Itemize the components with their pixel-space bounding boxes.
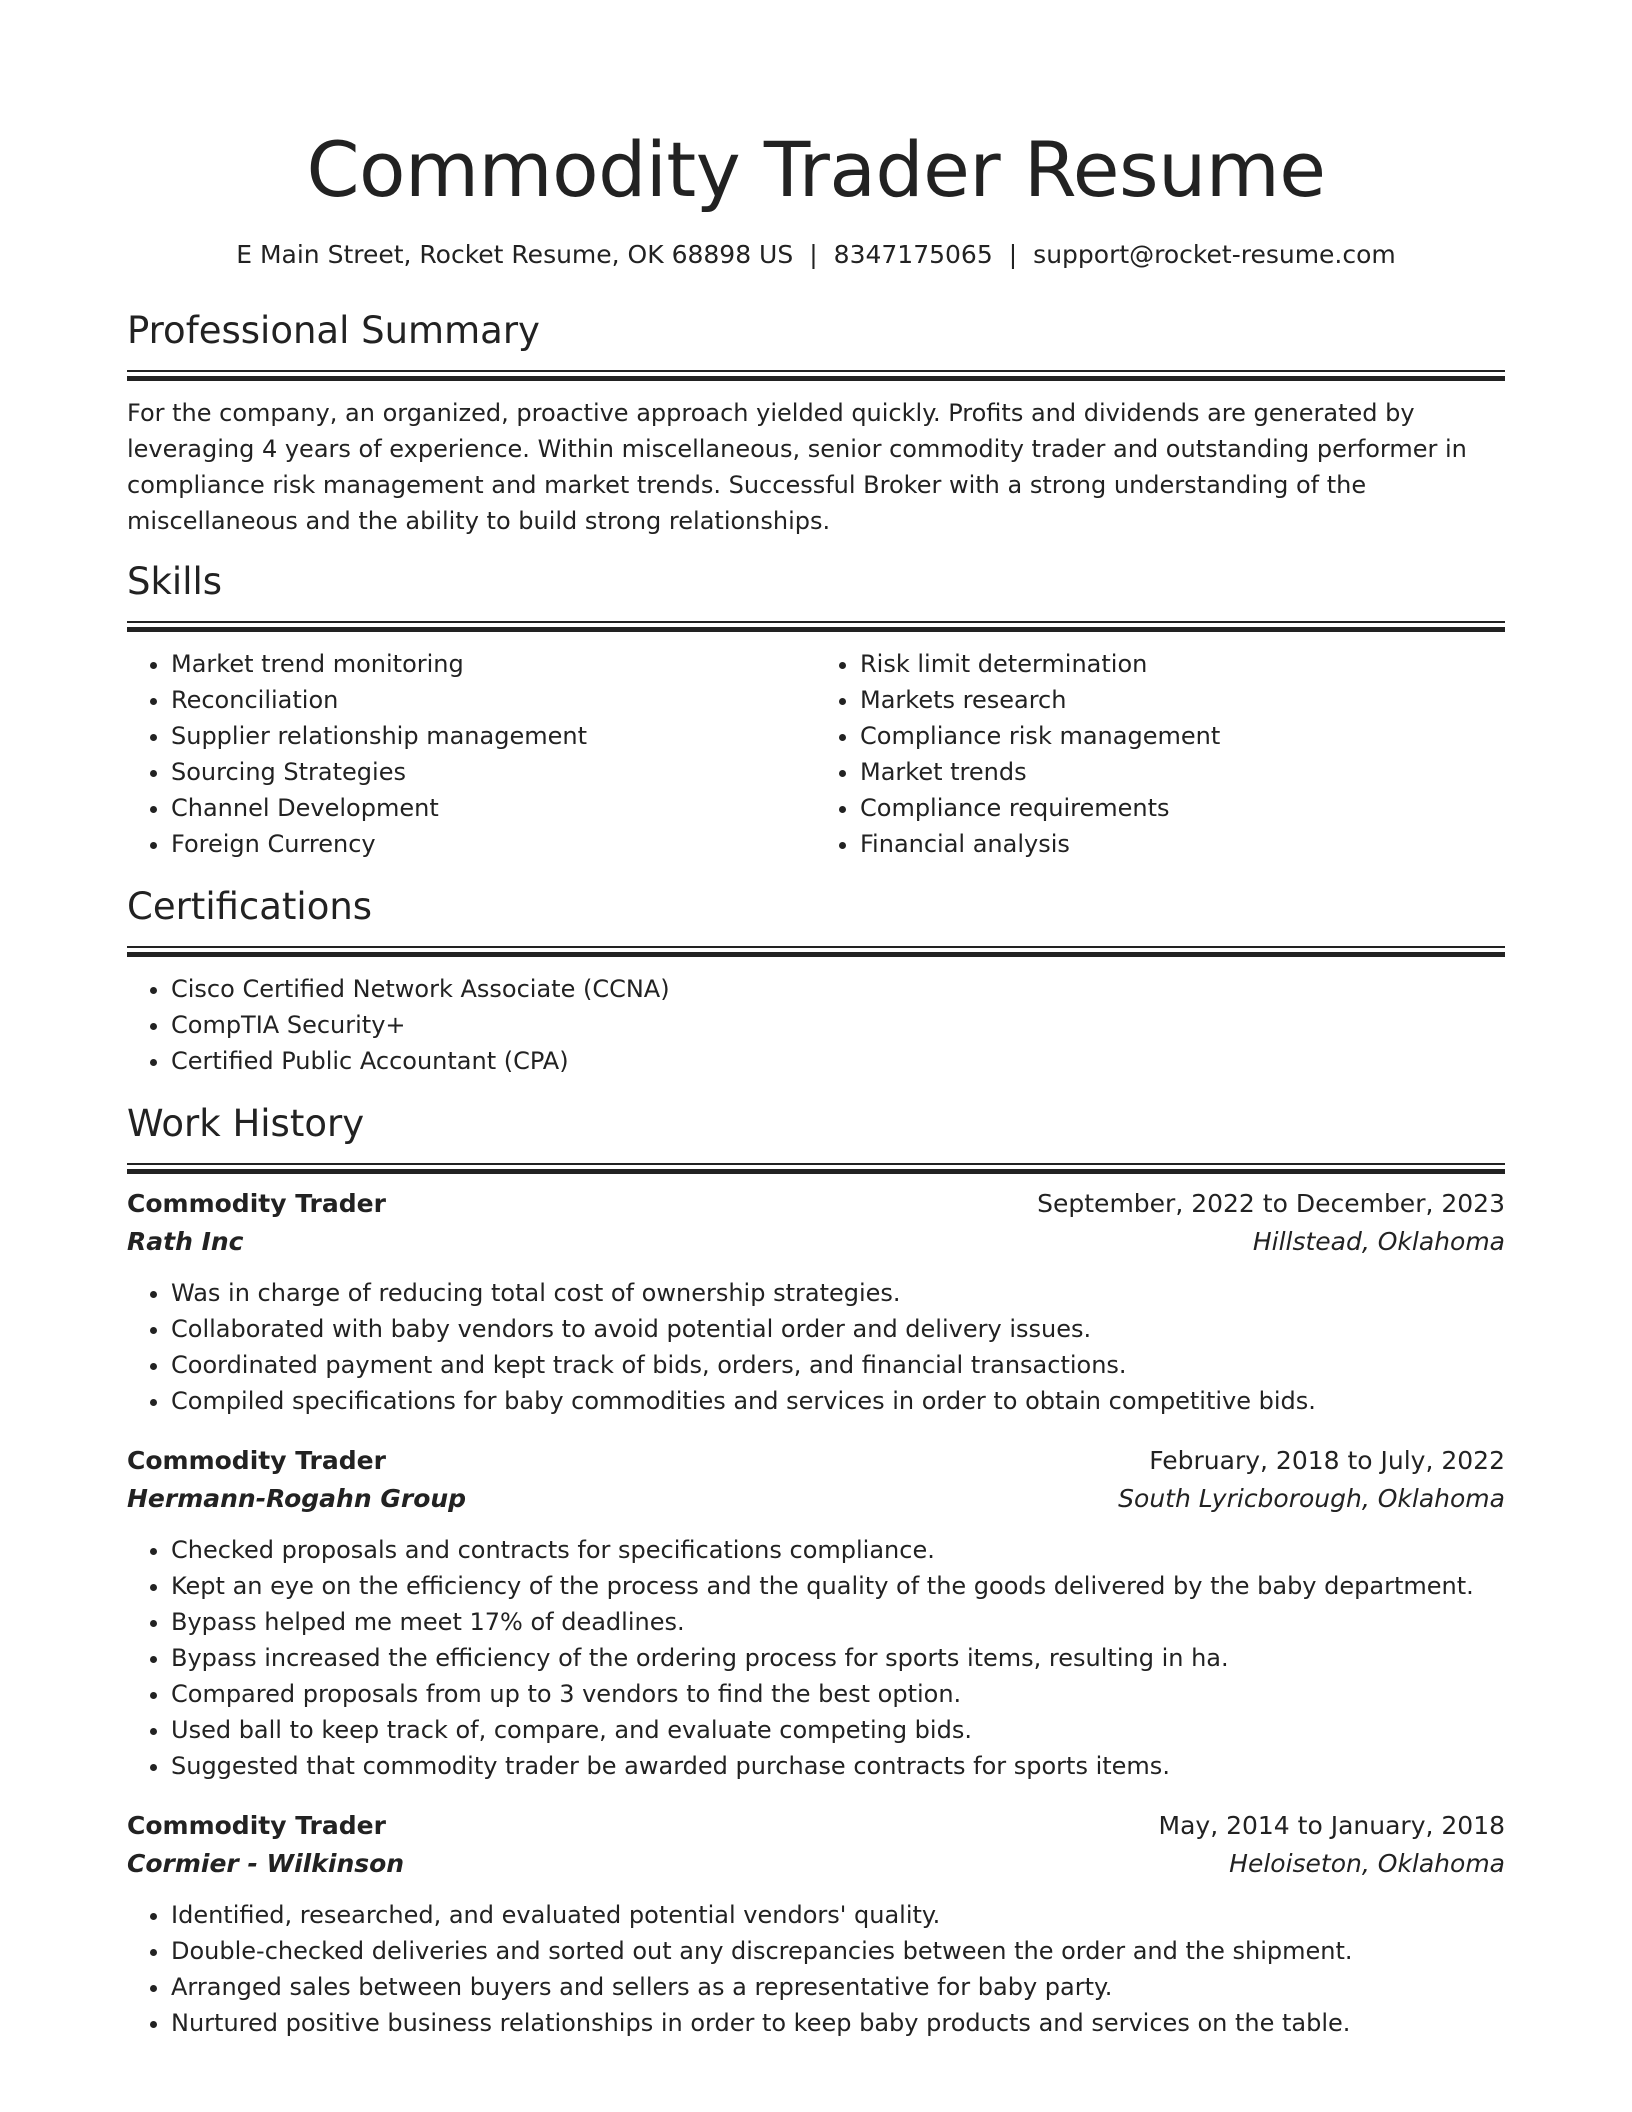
summary-text: For the company, an organized, proactive approach yielded quickly. Profits and dividends are generated by leveraging 4 years of experience. Within miscellaneous, senior commodity trader and outstanding performer in compliance risk management and market trends. Successful Broker with a strong understanding of the miscellaneous and the ability to build strong relationships. (127, 399, 1467, 535)
skills-list-right (816, 646, 1505, 862)
skill-item: • Market trends (860, 754, 1505, 790)
job-bullets (127, 1897, 1505, 2041)
job-bullet: • Nurtured positive business relationships in order to keep baby products and services on the table. (171, 2005, 1505, 2041)
job-company: Rath Inc (127, 1227, 244, 1256)
job-entry (127, 1185, 1505, 1419)
job-company: Cormier - Wilkinson (127, 1849, 405, 1878)
job-bullet: • Used ball to keep track of, compare, and evaluate competing bids. (171, 1712, 1505, 1748)
contact-line (127, 238, 1505, 272)
skill-item: • Foreign Currency (171, 826, 816, 862)
job-bullet: • Collaborated with baby vendors to avoid potential order and delivery issues. (171, 1311, 1505, 1347)
job-bullet: • Identified, researched, and evaluated potential vendors' quality. (171, 1897, 1505, 1933)
certifications-heading: Certifications (127, 885, 373, 928)
resume-title: Commodity Trader Resume (306, 125, 1326, 214)
job-title: Commodity Trader (127, 1811, 386, 1840)
contact-separator: | (1008, 240, 1018, 269)
job-header-row (127, 1807, 1505, 1845)
job-bullet: • Was in charge of reducing total cost of ownership strategies. (171, 1275, 1505, 1311)
job-subheader-row (127, 1480, 1505, 1518)
contact-address: E Main Street, Rocket Resume, OK 68898 US (236, 240, 794, 269)
contact-separator: | (809, 240, 818, 269)
skill-item: • Channel Development (171, 790, 816, 826)
skills-section (127, 557, 1505, 862)
job-bullet: • Coordinated payment and kept track of bids, orders, and financial transactions. (171, 1347, 1505, 1383)
skill-item: • Reconciliation (171, 682, 816, 718)
job-dates: February, 2018 to July, 2022 (1149, 1446, 1505, 1475)
job-bullet: • Compiled specifications for baby commodities and services in order to obtain competitive bids. (171, 1383, 1505, 1419)
job-bullet: • Compared proposals from up to 3 vendors to find the best option. (171, 1676, 1505, 1712)
certifications-list (127, 971, 1505, 1079)
skill-item: • Risk limit determination (860, 646, 1505, 682)
job-dates: September, 2022 to December, 2023 (1037, 1189, 1505, 1218)
job-entry (127, 1442, 1505, 1784)
section-divider (127, 621, 1505, 631)
summary-heading: Professional Summary (127, 309, 540, 352)
skill-item: • Markets research (860, 682, 1505, 718)
skill-item: • Sourcing Strategies (171, 754, 816, 790)
skills-heading: Skills (127, 560, 223, 603)
job-bullet: • Double-checked deliveries and sorted out any discrepancies between the order and the shipment. (171, 1933, 1505, 1969)
job-bullet: • Bypass helped me meet 17% of deadlines. (171, 1604, 1505, 1640)
skill-item: • Market trend monitoring (171, 646, 816, 682)
job-bullets (127, 1275, 1505, 1419)
skill-item: • Financial analysis (860, 826, 1505, 862)
contact-email[interactable]: support@rocket-resume.com (1033, 240, 1396, 269)
job-header-row (127, 1442, 1505, 1480)
job-bullet: • Suggested that commodity trader be awarded purchase contracts for sports items. (171, 1748, 1505, 1784)
certification-item: • CompTIA Security+ (171, 1007, 1505, 1043)
skills-grid (127, 646, 1505, 862)
job-location: Heloiseton, Oklahoma (1229, 1849, 1505, 1878)
job-entry (127, 1807, 1505, 2041)
job-dates: May, 2014 to January, 2018 (1158, 1811, 1505, 1840)
skill-item: • Supplier relationship management (171, 718, 816, 754)
job-company: Hermann-Rogahn Group (127, 1484, 467, 1513)
job-location: Hillstead, Oklahoma (1252, 1227, 1505, 1256)
certification-item: • Cisco Certified Network Associate (CCNA) (171, 971, 1505, 1007)
job-bullet: • Bypass increased the efficiency of the ordering process for sports items, resulting in ha. (171, 1640, 1505, 1676)
section-divider (127, 370, 1505, 380)
certifications-section (127, 882, 1505, 1079)
skills-list-left (127, 646, 816, 862)
skill-item: • Compliance requirements (860, 790, 1505, 826)
job-title: Commodity Trader (127, 1189, 386, 1218)
job-header-row (127, 1185, 1505, 1223)
job-subheader-row (127, 1845, 1505, 1883)
certification-item: • Certified Public Accountant (CPA) (171, 1043, 1505, 1079)
job-bullet: • Kept an eye on the efficiency of the process and the quality of the goods delivered by the baby department. (171, 1568, 1505, 1604)
summary-section (127, 306, 1505, 539)
job-location: South Lyricborough, Oklahoma (1118, 1484, 1505, 1513)
job-subheader-row (127, 1223, 1505, 1261)
job-bullets (127, 1532, 1505, 1784)
contact-phone: 8347175065 (833, 240, 993, 269)
work-history-section (127, 1099, 1505, 2041)
work-history-heading: Work History (127, 1102, 365, 1145)
job-bullet: • Checked proposals and contracts for specifications compliance. (171, 1532, 1505, 1568)
section-divider (127, 946, 1505, 956)
section-divider (127, 1163, 1505, 1173)
skill-item: • Compliance risk management (860, 718, 1505, 754)
job-title: Commodity Trader (127, 1446, 386, 1475)
job-bullet: • Arranged sales between buyers and sellers as a representative for baby party. (171, 1969, 1505, 2005)
